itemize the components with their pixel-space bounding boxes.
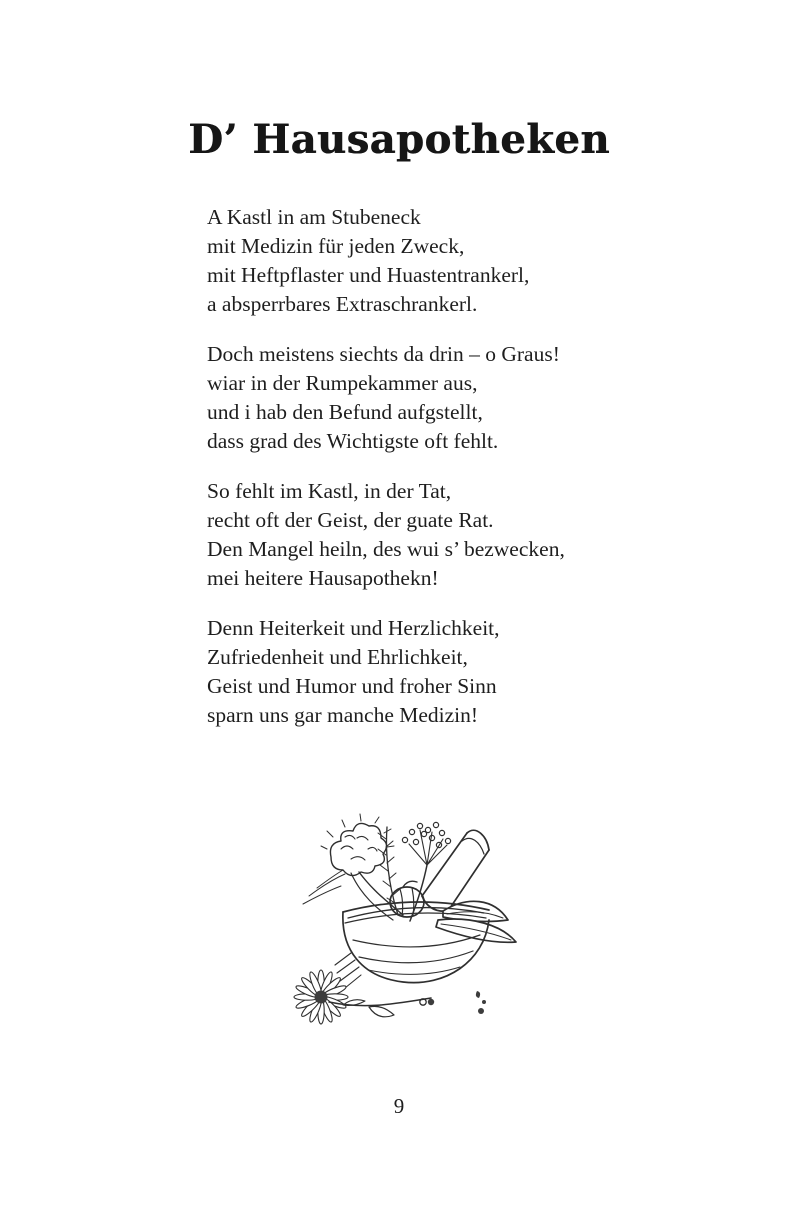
poem-line: So fehlt im Kastl, in der Tat,	[207, 479, 452, 503]
poem-line: Doch meistens siechts da drin – o Graus!	[207, 342, 560, 366]
poem-line: sparn uns gar manche Medizin!	[207, 703, 479, 727]
poem-line: a absperrbares Extraschrankerl.	[207, 292, 478, 316]
poem-line: Geist und Humor und froher Sinn	[207, 674, 497, 698]
mortar-and-pestle-illustration	[281, 799, 521, 1037]
stanza-4	[207, 614, 565, 730]
poem-line: mit Heftpflaster und Huastentrankerl,	[207, 263, 530, 287]
poem-line: wiar in der Rumpekammer aus,	[207, 371, 478, 395]
stanza-2	[207, 340, 565, 456]
poem	[207, 203, 565, 751]
stanza-1	[207, 203, 565, 319]
poem-line: Den Mangel heiln, des wui s’ bezwecken,	[207, 537, 565, 561]
stanza-3	[207, 477, 565, 593]
poem-line: mit Medizin für jeden Zweck,	[207, 234, 465, 258]
poem-line: mei heitere Hausapothekn!	[207, 566, 439, 590]
page-title: D’ Hausapotheken	[188, 116, 610, 163]
poem-line: und i hab den Befund aufgstellt,	[207, 400, 483, 424]
poem-line: Zufriedenheit und Ehrlichkeit,	[207, 645, 468, 669]
poem-line: A Kastl in am Stubeneck	[207, 205, 421, 229]
poem-line: recht oft der Geist, der guate Rat.	[207, 508, 494, 532]
poem-line: Denn Heiterkeit und Herzlichkeit,	[207, 616, 500, 640]
poem-line: dass grad des Wichtigste oft fehlt.	[207, 429, 499, 453]
page-number: 9	[393, 1094, 405, 1118]
